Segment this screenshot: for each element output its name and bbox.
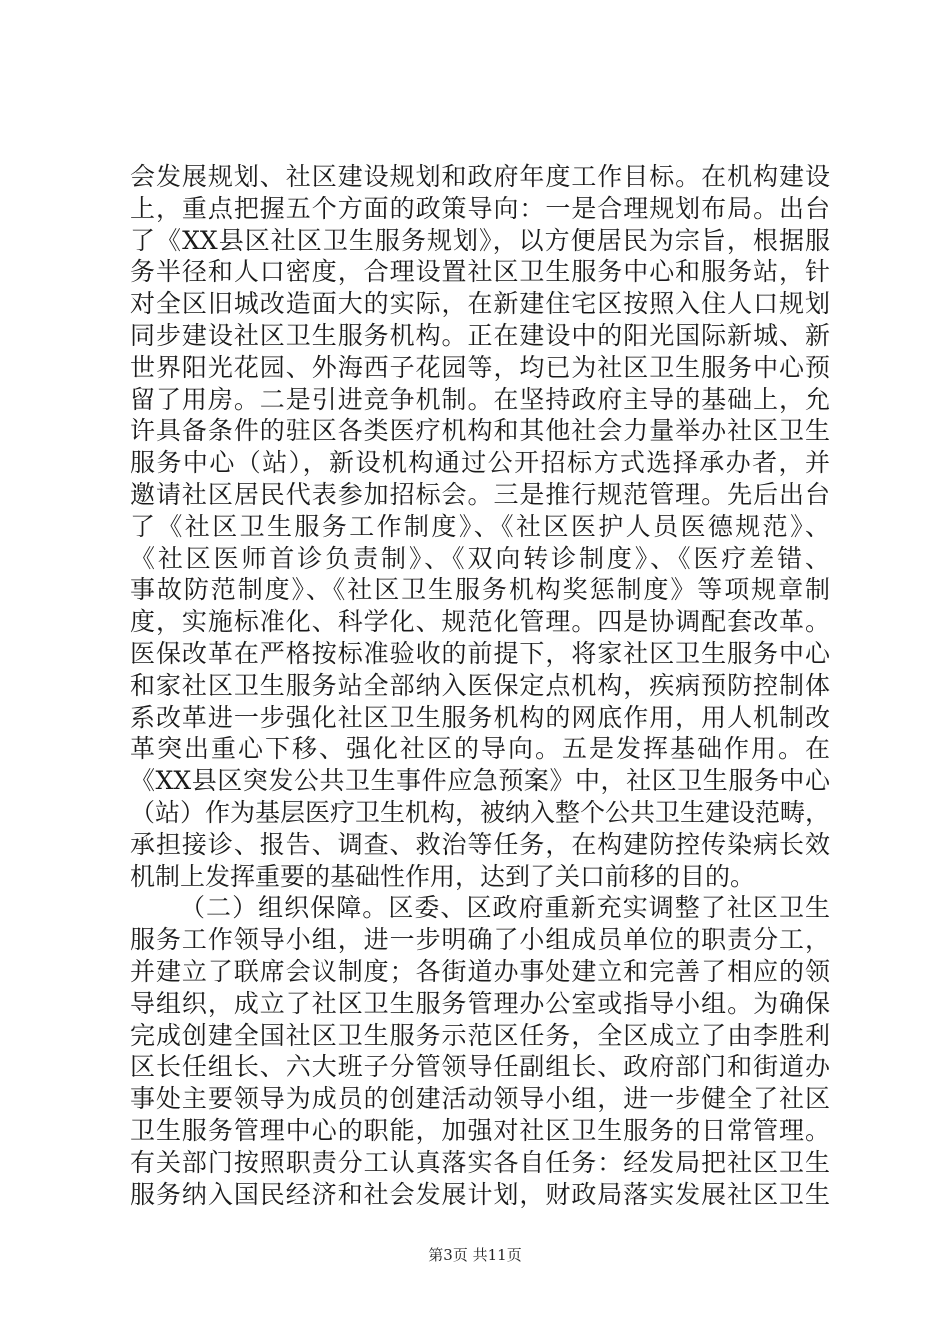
text-line: 革突出重心下移、强化社区的导向。五是发挥基础作用。在 — [130, 734, 830, 764]
text-line: 会发展规划、社区建设规划和政府年度工作目标。在机构建设 — [130, 162, 830, 191]
body-text — [130, 161, 830, 1210]
text-line: 事处主要领导为成员的创建活动领导小组，进一步健全了社区 — [130, 1084, 830, 1114]
text-line: 了《XX县区社区卫生服务规划》，以方便居民为宗旨，根据服 — [130, 225, 830, 255]
paragraph-end-line: 机制上发挥重要的基础性作用，达到了关口前移的目的。 — [130, 861, 756, 891]
text-line: 上，重点把握五个方面的政策导向：一是合理规划布局。出台 — [130, 193, 830, 223]
text-line: 《XX县区突发公共卫生事件应急预案》中，社区卫生服务中心 — [130, 766, 830, 796]
text-line: 《社区医师首诊负责制》、《双向转诊制度》、《医疗差错、 — [130, 543, 830, 573]
text-line: 事故防范制度》、《社区卫生服务机构奖惩制度》等项规章制 — [130, 575, 830, 605]
text-line: 了《社区卫生服务工作制度》、《社区医护人员医德规范》、 — [130, 511, 830, 541]
text-line: （站）作为基层医疗卫生机构，被纳入整个公共卫生建设范畴， — [130, 797, 830, 827]
text-line: 服务中心（站），新设机构通过公开招标方式选择承办者，并 — [130, 448, 830, 478]
text-line: 卫生服务管理中心的职能，加强对社区卫生服务的日常管理。 — [130, 1115, 830, 1145]
text-line: 承担接诊、报告、调查、救治等任务，在构建防控传染病长效 — [130, 829, 830, 859]
text-line: 导组织，成立了社区卫生服务管理办公室或指导小组。为确保 — [130, 988, 830, 1018]
page-number: 第3页 共11页 — [428, 1246, 522, 1264]
page-footer — [0, 1245, 950, 1265]
paragraph-start-line: （二）组织保障。区委、区政府重新充实调整了社区卫生 — [180, 893, 830, 923]
text-line: 世界阳光花园、外海西子花园等，均已为社区卫生服务中心预 — [130, 352, 830, 382]
text-line: 留了用房。二是引进竞争机制。在坚持政府主导的基础上，允 — [130, 384, 830, 414]
text-line: 区长任组长、六大班子分管领导任副组长、政府部门和街道办 — [130, 1052, 830, 1082]
text-line: 务半径和人口密度，合理设置社区卫生服务中心和服务站，针 — [130, 257, 830, 287]
text-line: 度，实施标准化、科学化、规范化管理。四是协调配套改革。 — [130, 607, 830, 637]
text-line: 对全区旧城改造面大的实际，在新建住宅区按照入住人口规划 — [130, 289, 830, 319]
text-line: 邀请社区居民代表参加招标会。三是推行规范管理。先后出台 — [130, 479, 830, 509]
text-line: 并建立了联席会议制度；各街道办事处建立和完善了相应的领 — [130, 956, 830, 986]
text-line: 系改革进一步强化社区卫生服务机构的网底作用，用人机制改 — [130, 702, 830, 732]
text-line: 有关部门按照职责分工认真落实各自任务：经发局把社区卫生 — [130, 1147, 830, 1177]
text-line: 完成创建全国社区卫生服务示范区任务，全区成立了由李胜利 — [130, 1020, 830, 1050]
text-line: 医保改革在严格按标准验收的前提下，将家社区卫生服务中心 — [130, 638, 830, 668]
text-line: 服务工作领导小组，进一步明确了小组成员单位的职责分工， — [130, 925, 830, 955]
text-line: 和家社区卫生服务站全部纳入医保定点机构，疾病预防控制体 — [130, 670, 830, 700]
text-line: 同步建设社区卫生服务机构。正在建设中的阳光国际新城、新 — [130, 320, 830, 350]
text-line: 服务纳入国民经济和社会发展计划，财政局落实发展社区卫生 — [130, 1179, 830, 1209]
text-line: 许具备条件的驻区各类医疗机构和其他社会力量举办社区卫生 — [130, 416, 830, 446]
